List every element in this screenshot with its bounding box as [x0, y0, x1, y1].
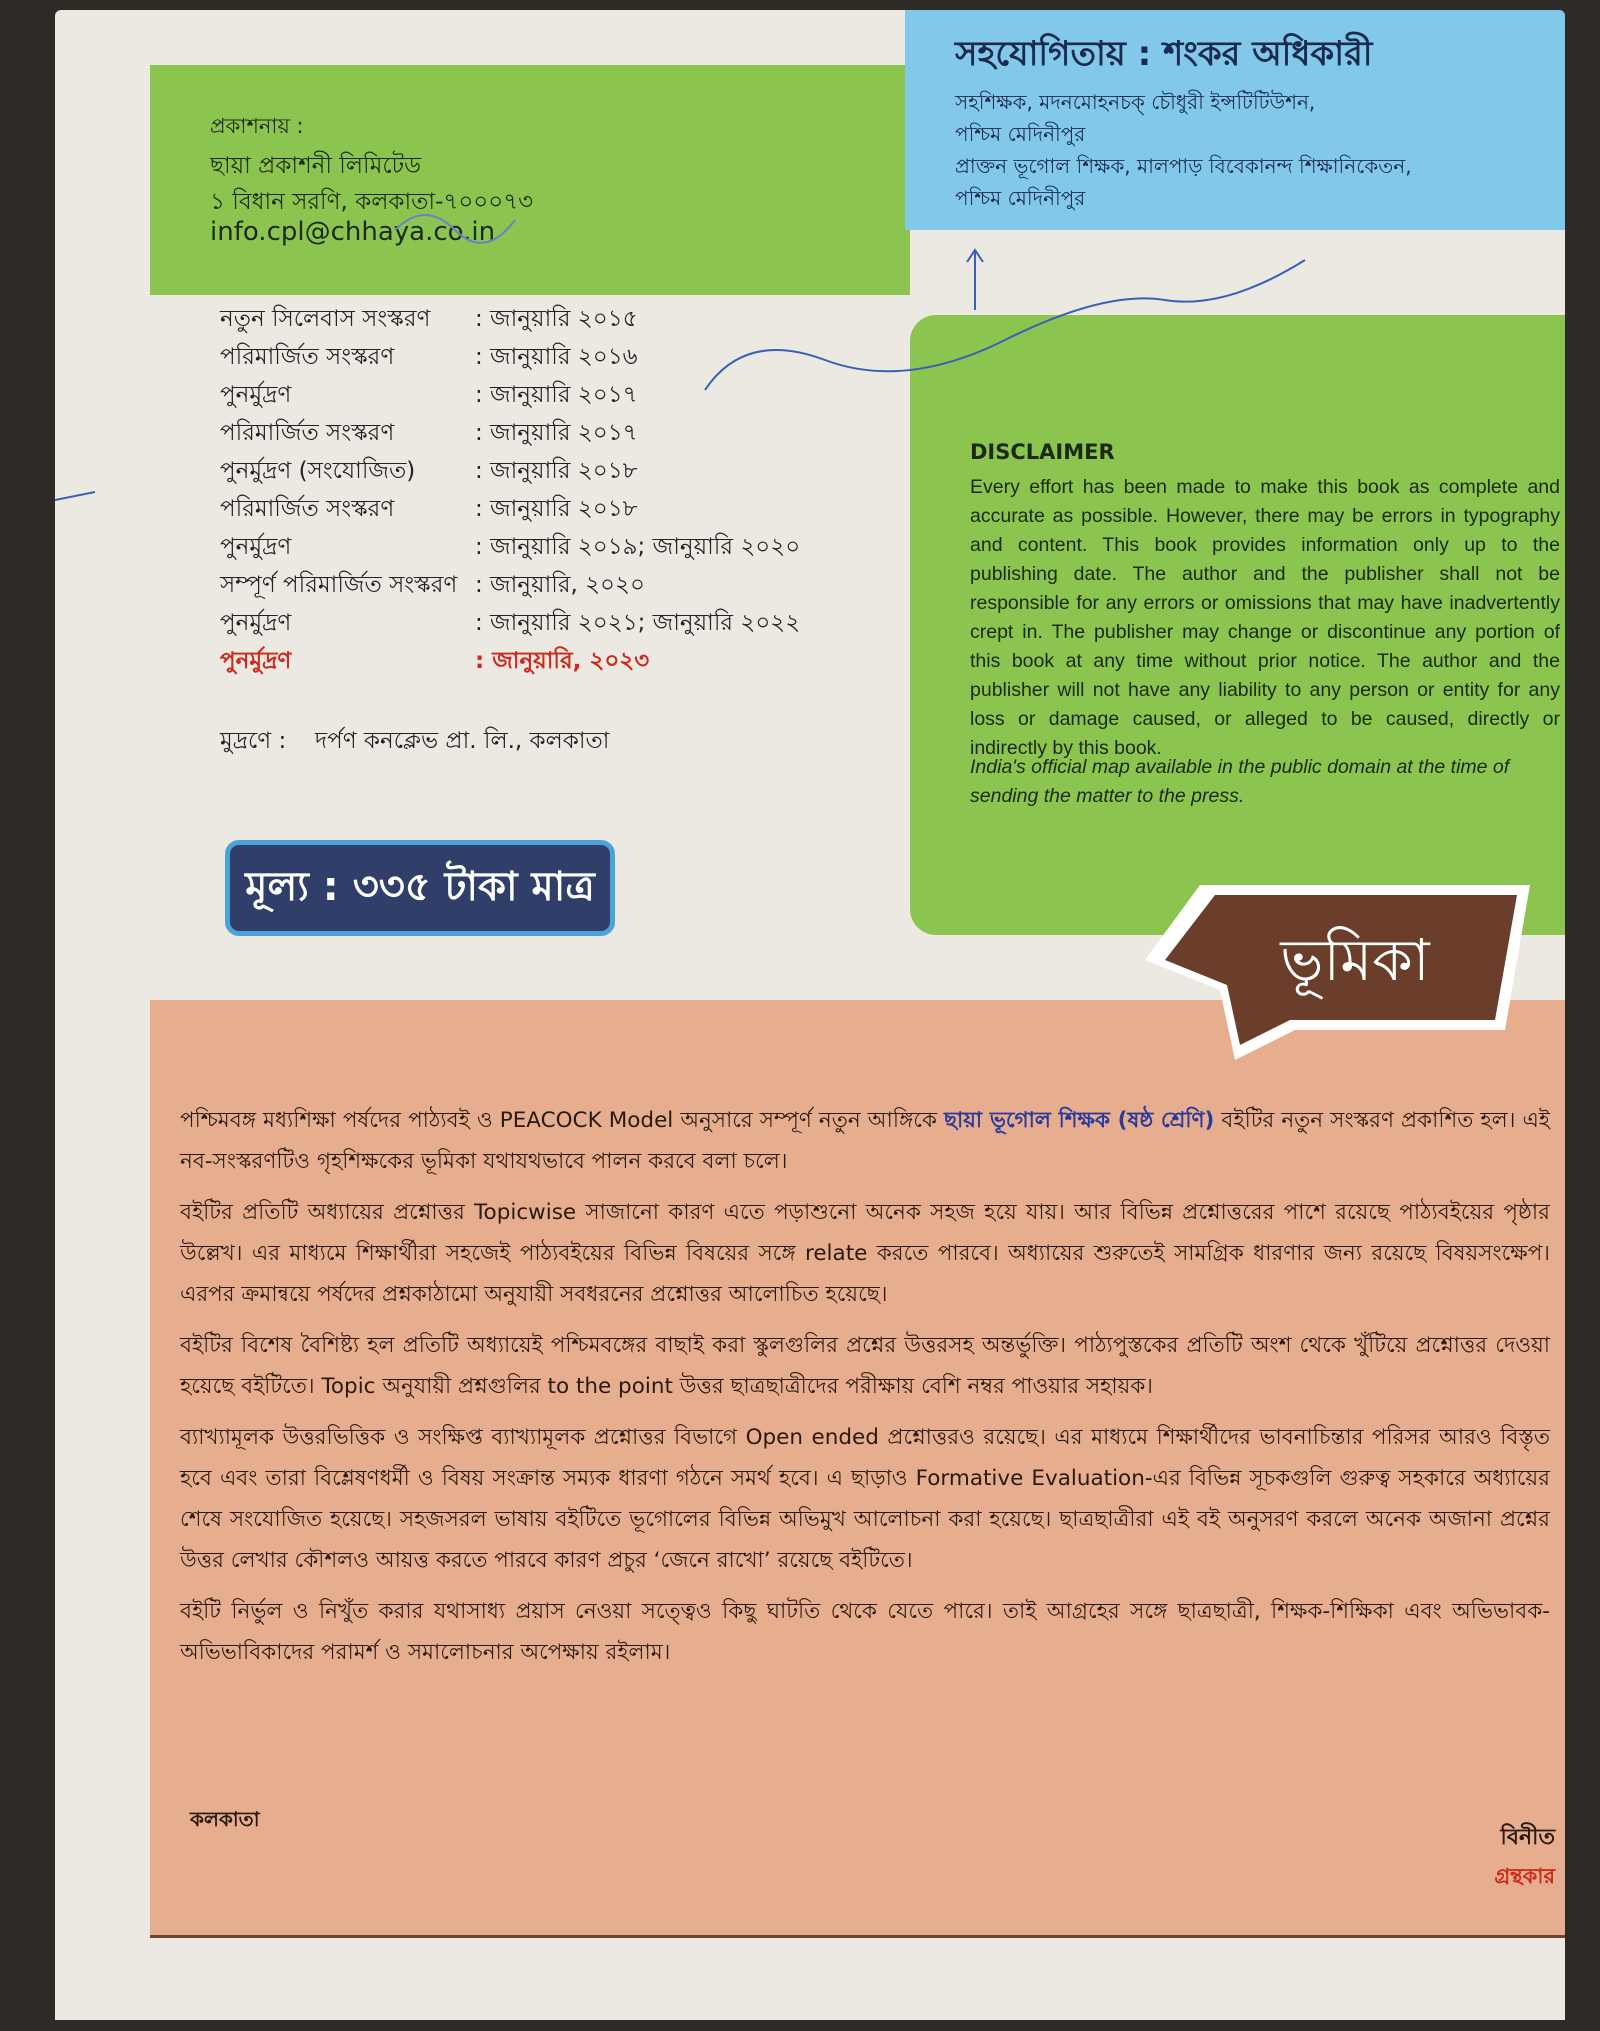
price-badge: মূল্য : ৩৩৫ টাকা মাত্র: [225, 840, 615, 936]
printer-line: [220, 722, 609, 761]
intro-city: কলকাতা: [190, 1807, 260, 1831]
edition-label: পরিমার্জিত সংস্করণ: [220, 344, 395, 370]
intro-heading-badge: [1145, 860, 1535, 1090]
edition-date: : জানুয়ারি, ২০২০: [475, 572, 645, 598]
edition-row: [220, 300, 920, 336]
introduction-section: [150, 926, 1565, 1938]
edition-row: [220, 338, 920, 374]
edition-label: নতুন সিলেবাস সংস্করণ: [220, 306, 431, 332]
collaboration-line: সহশিক্ষক, মদনমোহনচক্ চৌধুরী ইন্সটিটিউশন,: [955, 90, 1316, 114]
edition-row: [220, 528, 920, 564]
book-page: [55, 10, 1565, 2020]
collaboration-title: সহযোগিতায় : শংকর অধিকারী: [955, 34, 1373, 74]
edition-row: [220, 566, 920, 602]
edition-date: : জানুয়ারি ২০১৮: [475, 458, 638, 484]
edition-date: : জানুয়ারি ২০১৫: [475, 306, 638, 332]
edition-label: পরিমার্জিত সংস্করণ: [220, 496, 395, 522]
disclaimer-body: Every effort has been made to make this book as complete and accurate as possible. However, there may be errors in typography and content. This book provides information only up to the publishing date. The author and the publisher shall not be responsible for any errors or omissions that may have inadvertently crept in. The publisher may change or discontinue any portion of this book at any time without prior notice. The author and the publisher will not have any liability to any person or entity for any loss or damage caused, or alleged to be caused, directly or indirectly by this book.: [970, 476, 1560, 759]
publisher-block: [150, 65, 910, 295]
intro-heading: ভূমিকা: [1280, 926, 1430, 994]
intro-text: পশ্চিমবঙ্গ মধ্যশিক্ষা পর্ষদের পাঠ্যবই ও PEACOCK Model অনুসারে সম্পূর্ণ নতুন আঙ্গিকে: [180, 1108, 944, 1133]
collaboration-block: [905, 10, 1565, 230]
collaboration-line: পশ্চিম মেদিনীপুর: [955, 122, 1086, 146]
edition-row: [220, 414, 920, 450]
edition-date: : জানুয়ারি ২০১৭: [475, 382, 638, 408]
edition-date: : জানুয়ারি, ২০২৩: [475, 648, 650, 674]
edition-row: [220, 490, 920, 526]
edition-date: : জানুয়ারি ২০১৯; জানুয়ারি ২০২০: [475, 534, 801, 560]
edition-label: পুনর্মুদ্রণ: [220, 610, 292, 636]
disclaimer-title: DISCLAIMER: [970, 440, 1115, 464]
intro-paragraph: ব্যাখ্যামূলক উত্তরভিত্তিক ও সংক্ষিপ্ত ব্যাখ্যামূলক প্রশ্নোত্তর বিভাগে Open ended প্রশ্নোত্তরও রয়েছে। এর মাধ্যমে শিক্ষার্থীদের ভাবনাচিন্তার পরিসর আরও বিস্তৃত হবে এবং তারা বিশ্লেষণধর্মী ও বিষয় সংক্রান্ত সম্যক ধারণা গঠনে সমর্থ হবে। এ ছাড়াও Formative Evaluation-এর বিভিন্ন সূচকগুলি গুরুত্ব সহকারে অধ্যায়ের শেষে সংযোজিত হয়েছে। সহজসরল ভাষায় বইটিতে ভূগোলের বিভিন্ন অভিমুখ আলোচনা করা হয়েছে। ছাত্রছাত্রীরা এই বই অনুসরণ করলে অনেক অজানা প্রশ্নের উত্তর লেখার কৌশলও আয়ত্ত করতে পারবে কারণ প্রচুর ‘জেনে রাখো’ রয়েছে বইটিতে।: [180, 1425, 1550, 1573]
printer-value: দর্পণ কনক্লেভ প্রা. লি., কলকাতা: [315, 728, 610, 754]
map-note: India's official map available in the public domain at the time of sending the matter to the press.: [970, 756, 1510, 807]
intro-paragraph: বইটি নির্ভুল ও নিখুঁত করার যথাসাধ্য প্রয়াস নেওয়া সত্ত্বেও কিছু ঘাটতি থেকে যেতে পারে। তাই আগ্রহের সঙ্গে ছাত্রছাত্রী, শিক্ষক-শিক্ষিকা এবং অভিভাবক-অভিভাবিকাদের পরামর্শ ও সমালোচনার অপেক্ষায় রইলাম।: [180, 1599, 1550, 1665]
collaboration-line: পশ্চিম মেদিনীপুর: [955, 186, 1086, 210]
edition-date: : জানুয়ারি ২০১৬: [475, 344, 638, 370]
edition-label: পুনর্মুদ্রণ (সংযোজিত): [220, 458, 416, 484]
edition-date: : জানুয়ারি ২০১৮: [475, 496, 638, 522]
publisher-address: ১ বিধান সরণি, কলকাতা-৭০০০৭৩: [210, 189, 534, 215]
book-title: ছায়া ভূগোল শিক্ষক (ষষ্ঠ শ্রেণি): [944, 1108, 1215, 1133]
edition-date: : জানুয়ারি ২০২১; জানুয়ারি ২০২২: [475, 610, 801, 636]
edition-row: [220, 376, 920, 412]
edition-label: পরিমার্জিত সংস্করণ: [220, 420, 395, 446]
edition-label: পুনর্মুদ্রণ: [220, 534, 292, 560]
edition-row: [220, 604, 920, 640]
intro-body: [180, 1100, 1550, 1683]
printer-label: মুদ্রণে :: [220, 728, 287, 754]
page-frame: [150, 10, 1565, 1935]
intro-paragraph: বইটির বিশেষ বৈশিষ্ট্য হল প্রতিটি অধ্যায়েই পশ্চিমবঙ্গের বাছাই করা স্কুলগুলির প্রশ্নের উত্তরসহ অন্তর্ভুক্তি। পাঠ্যপুস্তকের প্রতিটি অংশ থেকে খুঁটিয়ে প্রশ্নোত্তর দেওয়া হয়েছে বইটিতে। Topic অনুযায়ী প্রশ্নগুলির to the point উত্তর ছাত্রছাত্রীদের পরীক্ষায় বেশি নম্বর পাওয়ার সহায়ক।: [180, 1333, 1550, 1399]
intro-signoff: বিনীত: [1500, 1825, 1555, 1850]
edition-date: : জানুয়ারি ২০১৭: [475, 420, 638, 446]
publisher-email: info.cpl@chhaya.co.in: [210, 217, 496, 247]
intro-paragraph: বইটির প্রতিটি অধ্যায়ের প্রশ্নোত্তর Topicwise সাজানো কারণ এতে পড়াশুনো অনেক সহজ হয়ে যায়। আর বিভিন্ন প্রশ্নোত্তরের পাশে রয়েছে পাঠ্যবইয়ের পৃষ্ঠার উল্লেখ। এর মাধ্যমে শিক্ষার্থীরা সহজেই পাঠ্যবইয়ের বিভিন্ন বিষয়ের সঙ্গে relate করতে পারবে। অধ্যায়ের শুরুতেই সামগ্রিক ধারণার জন্য রয়েছে বিষয়সংক্ষেপ। এরপর ক্রমান্বয়ে পর্ষদের প্রশ্নকাঠামো অনুযায়ী সবধরনের প্রশ্নোত্তর আলোচিত হয়েছে।: [180, 1200, 1550, 1307]
edition-label: পুনর্মুদ্রণ: [220, 382, 292, 408]
edition-row: [220, 452, 920, 488]
scribble-mark: [55, 492, 95, 500]
edition-label: সম্পূর্ণ পরিমার্জিত সংস্করণ: [220, 572, 458, 598]
publisher-label: প্রকাশনায় :: [210, 114, 304, 138]
edition-label: পুনর্মুদ্রণ: [220, 648, 292, 674]
edition-row-current: [220, 642, 920, 678]
disclaimer-box: [910, 315, 1565, 935]
collaboration-line: প্রাক্তন ভূগোল শিক্ষক, মালপাড় বিবেকানন্দ শিক্ষানিকেতন,: [955, 154, 1412, 178]
intro-text: বইটির নতুন সংস্করণ প্রকাশিত হল। এই নব-সংস্করণটিও গৃহশিক্ষকের ভূমিকা যথাযথভাবে পালন করবে বলা চলে।: [180, 1108, 1550, 1174]
intro-author: গ্রন্থকার: [1494, 1864, 1555, 1888]
publisher-name: ছায়া প্রকাশনী লিমিটেড: [210, 153, 422, 179]
intro-paragraph: [180, 1100, 1550, 1182]
